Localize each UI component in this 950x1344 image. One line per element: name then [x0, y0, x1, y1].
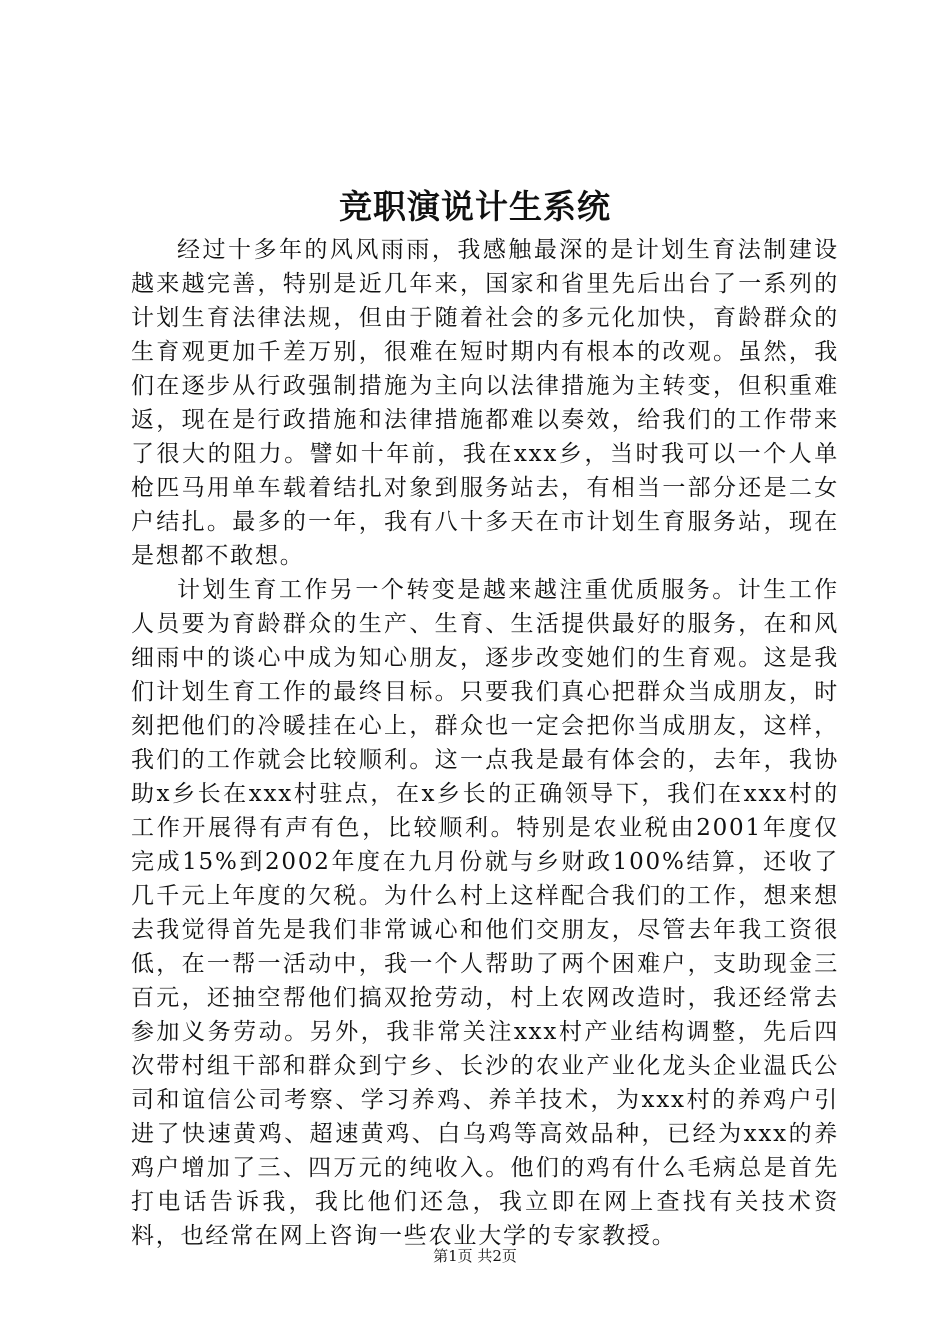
document-body — [131, 233, 839, 1253]
paragraph: 计划生育工作另一个转变是越来越注重优质服务。计生工作人员要为育龄群众的生产、生育、生活提供最好的服务，在和风细雨中的谈心中成为知心朋友，逐步改变她们的生育观。这是我们计划生育工作的最终目标。只要我们真心把群众当成朋友，时刻把他们的冷暖挂在心上，群众也一定会把你当成朋友，这样，我们的工作就会比较顺利。这一点我是最有体会的，去年，我协助x乡长在xxx村驻点，在x乡长的正确领导下，我们在xxx村的工作开展得有声有色，比较顺利。特别是农业税由2001年度仅完成15%到2002年度在九月份就与乡财政100%结算，还收了几千元上年度的欠税。为什么村上这样配合我们的工作，想来想去我觉得首先是我们非常诚心和他们交朋友，尽管去年我工资很低，在一帮一活动中，我一个人帮助了两个困难户，支助现金三百元，还抽空帮他们搞双抢劳动，村上农网改造时，我还经常去参加义务劳动。另外，我非常关注xxx村产业结构调整，先后四次带村组干部和群众到宁乡、长沙的农业产业化龙头企业温氏公司和谊信公司考察、学习养鸡、养羊技术，为xxx村的养鸡户引进了快速黄鸡、超速黄鸡、白乌鸡等高效品种，已经为xxx的养鸡户增加了三、四万元的纯收入。他们的鸡有什么毛病总是首先打电话告诉我，我比他们还急，我立即在网上查找有关技术资料，也经常在网上咨询一些农业大学的专家教授。 — [131, 577, 839, 1249]
paragraph: 经过十多年的风风雨雨，我感触最深的是计划生育法制建设越来越完善，特别是近几年来，国家和省里先后出台了一系列的计划生育法律法规，但由于随着社会的多元化加快，育龄群众的生育观更加千差万别，很难在短时期内有根本的改观。虽然，我们在逐步从行政强制措施为主向以法律措施为主转变，但积重难返，现在是行政措施和法律措施都难以奏效，给我们的工作带来了很大的阻力。譬如十年前，我在xxx乡，当时我可以一个人单枪匹马用单车载着结扎对象到服务站去，有相当一部分还是二女户结扎。最多的一年，我有八十多天在市计划生育服务站，现在是想都不敢想。 — [131, 237, 839, 569]
page-title: 竞职演说计生系统 — [339, 187, 611, 226]
page-footer: 第1页 共2页 — [433, 1247, 517, 1265]
